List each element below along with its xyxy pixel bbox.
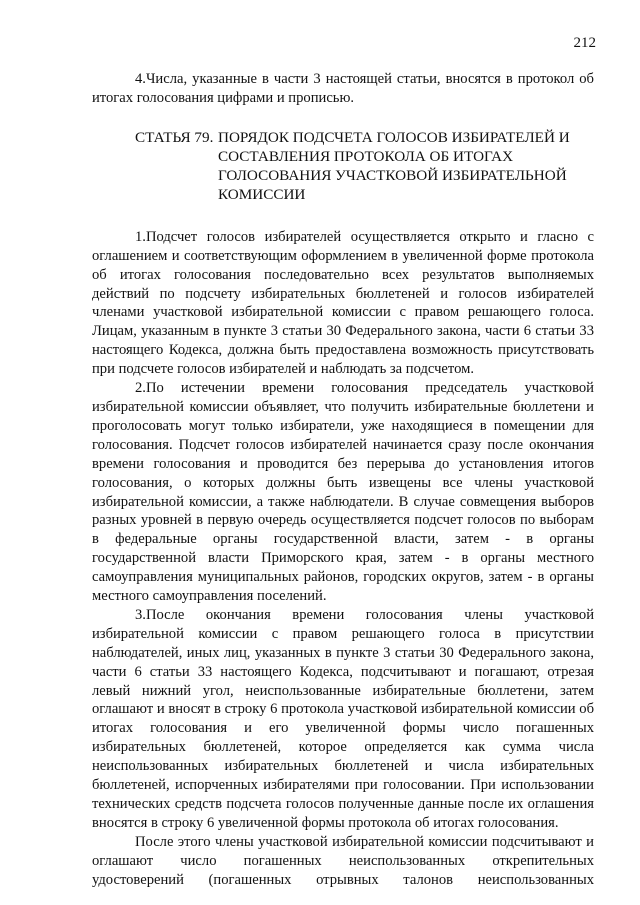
article-number: СТАТЬЯ 79. <box>135 128 214 146</box>
article-title: ПОРЯДОК ПОДСЧЕТА ГОЛОСОВ ИЗБИРАТЕЛЕЙ И СОСТАВЛЕНИЯ ПРОТОКОЛА ОБ ИТОГАХ ГОЛОСОВАНИЯ УЧАСТКОВОЙ ИЗБИРАТЕЛЬНОЙ КОМИССИИ <box>218 128 570 203</box>
article-heading <box>92 128 594 204</box>
article-item-3: 3.После окончания времени голосования члены участковой избирательной комиссии с правом решающего голоса в присутствии наблюдателей, иных лиц, указанных в пункте 3 статьи 30 Федерального закона, части 6 статьи 33 настоящего Кодекса, подсчитывают и погашают, отрезая левый нижний угол, неиспользованные избирательные бюллетени, затем оглашают и вносят в строку 6 протокола участковой избирательной комиссии об итогах голосования и его увеличенной формы число погашенных избирательных бюллетеней, которое определяется как сумма числа неиспользованных избирательных бюллетеней и числа избирательных бюллетеней, испорченных избирателями при голосовании. При использовании технических средств подсчета голосов полученные данные после их оглашения вносятся в строку 6 увеличенной формы протокола об итогах голосования. <box>92 606 594 831</box>
page-number: 212 <box>573 35 596 51</box>
article-item-continuation: После этого члены участковой избирательной комиссии подсчитывают и оглашают число погашенных неиспользованных открепительных удостоверений (погашенных отрывных талонов неиспользованных <box>92 833 594 888</box>
article-item-1: 1.Подсчет голосов избирателей осуществляется открыто и гласно с оглашением и соответствующим оформлением в увеличенной форме протокола об итогах голосования последовательно всех результатов выполняемых действий по подсчету избирательных бюллетеней и голосов избирателей членами участковой избирательной комиссии с правом решающего голоса. Лицам, указанным в пункте 3 статьи 30 Федерального закона, части 6 статьи 33 настоящего Кодекса, должна быть предоставлена возможность присутствовать при подсчете голосов избирателей и наблюдать за подсчетом. <box>92 228 594 378</box>
page-content <box>92 70 594 890</box>
article-item-2: 2.По истечении времени голосования председатель участковой избирательной комиссии объявляет, что получить избирательные бюллетени и проголосовать могут только избиратели, уже находящиеся в помещении для голосования. Подсчет голосов избирателей начинается сразу после окончания времени голосования и проводится без перерыва до установления итогов голосования, о которых должны быть извещены все члены участковой избирательной комиссии, а также наблюдатели. В случае совмещения выборов разных уровней в первую очередь осуществляется подсчет голосов по выборам в федеральные органы государственной власти, затем - в органы государственной власти Приморского края, затем - в органы местного самоуправления муниципальных районов, городских округов, затем - в органы местного самоуправления поселений. <box>92 380 594 605</box>
intro-paragraph: 4.Числа, указанные в части 3 настоящей статьи, вносятся в протокол об итогах голосования цифрами и прописью. <box>92 71 594 106</box>
